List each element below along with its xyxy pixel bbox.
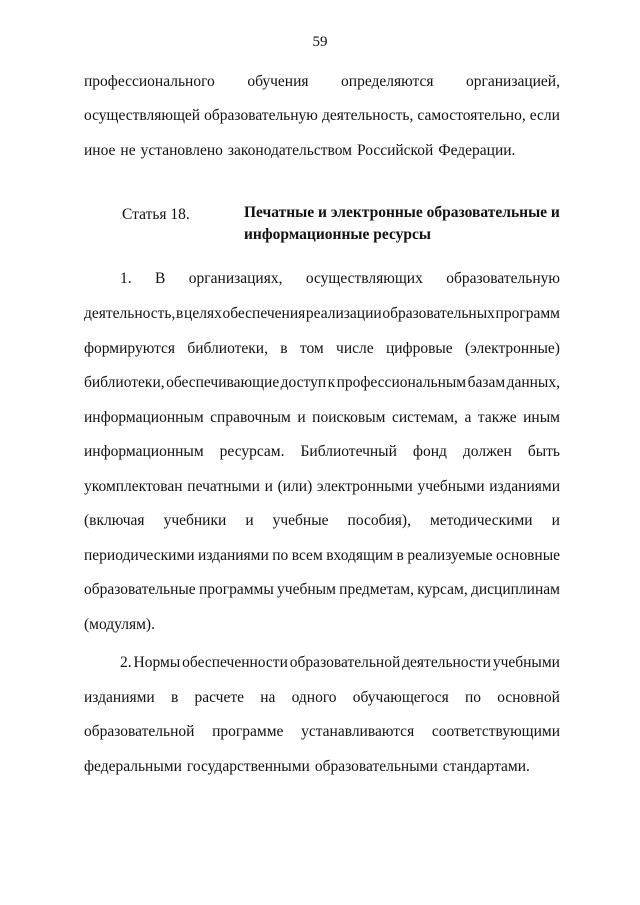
text-line: укомплектован печатными и (или) электронными учебными изданиями [84, 478, 560, 495]
article-title-line: Печатные и электронные образовательные и [244, 204, 560, 221]
text-line: (модулям). [84, 616, 155, 633]
text-line: 1. В организациях, осуществляющих образовательную [120, 270, 560, 287]
text-line: информационным справочным и поисковым системам, а также иным [84, 409, 560, 426]
text-line: (включая учебники и учебные пособия), методическими и [84, 512, 560, 529]
text-line: иное не установлено законодательством Российской Федерации. [84, 142, 516, 159]
text-line: 2. Нормы обеспеченности образовательной деятельности учебными [120, 654, 560, 671]
text-line: деятельность, в целях обеспечения реализации образовательных программ [84, 305, 560, 322]
article-title-line: информационные ресурсы [244, 226, 431, 243]
text-line: осуществляющей образовательную деятельность, самостоятельно, если [84, 107, 560, 124]
text-line: информационным ресурсам. Библиотечный фонд должен быть [84, 443, 560, 460]
text-line: образовательные программы учебным предметам, курсам, дисциплинам [84, 581, 560, 598]
article-title [244, 202, 574, 246]
text-line: образовательной программе устанавливаются соответствующими [84, 723, 560, 740]
article-label: Статья 18. [122, 206, 190, 223]
page-number: 59 [312, 34, 328, 50]
text-line: профессионального обучения определяются организацией, [84, 73, 560, 90]
text-line: библиотеки, обеспечивающие доступ к профессиональным базам данных, [84, 374, 560, 391]
text-line: федеральными государственными образовательными стандартами. [84, 758, 530, 775]
text-line: формируются библиотеки, в том числе цифровые (электронные) [84, 340, 560, 357]
text-line: периодическими изданиями по всем входящим в реализуемые основные [84, 547, 560, 564]
text-line: изданиями в расчете на одного обучающегося по основной [84, 689, 560, 706]
